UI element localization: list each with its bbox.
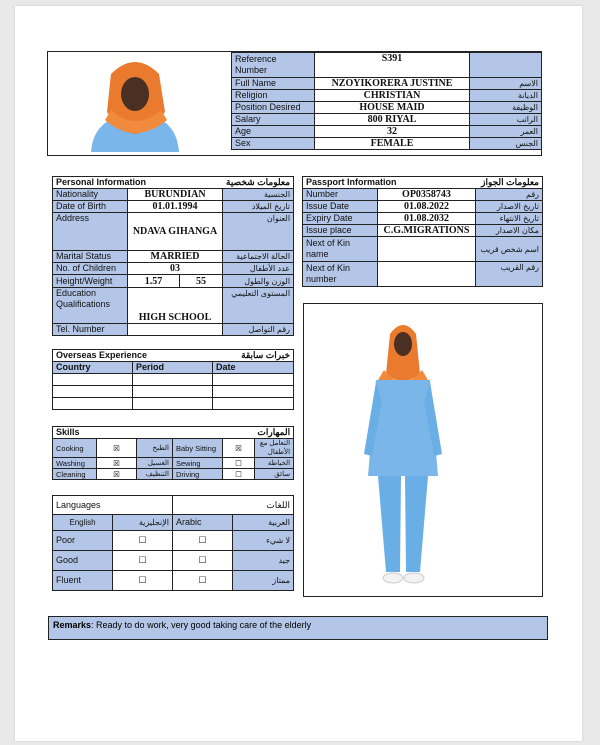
kin-number-label: Next of Kin number: [303, 262, 378, 287]
skill-cleaning: Cleaning: [53, 469, 97, 480]
skill-washing-ar: الغسيل: [137, 458, 173, 469]
skill-cooking: Cooking: [53, 439, 97, 458]
children-ar: عدد الأطفال: [223, 263, 294, 275]
checkbox-english-fluent[interactable]: ☐: [113, 571, 173, 591]
lang-arabic-ar: العربية: [233, 515, 294, 531]
nationality-value: BURUNDIAN: [128, 189, 223, 201]
checkbox-sewing[interactable]: ☐: [223, 458, 255, 469]
education-label: Education Qualifications: [53, 288, 128, 324]
height-value: 1.57: [128, 275, 180, 288]
checkbox-washing[interactable]: ☒: [97, 458, 137, 469]
level-good: Good: [53, 551, 113, 571]
passport-number-value: OP0358743: [378, 189, 476, 201]
hw-ar: الوزن والطول: [223, 275, 294, 288]
salary-label: Salary: [232, 114, 315, 126]
personal-info-table: [52, 176, 294, 336]
overseas-header: [53, 350, 294, 362]
expiry-value: 01.08.2032: [378, 213, 476, 225]
skill-sewing-ar: الخياطة: [255, 458, 294, 469]
personal-title-ar: معلومات شخصية: [226, 177, 291, 187]
lang-english-ar: الإنجليزية: [113, 515, 173, 531]
fullname-label: Full Name: [232, 78, 315, 90]
issue-place-label: Issue place: [303, 225, 378, 237]
overseas-cell: [53, 386, 133, 398]
age-value: 32: [315, 126, 470, 138]
kin-name-label: Next of Kin name: [303, 237, 378, 262]
nationality-ar: الجنسية: [223, 189, 294, 201]
checkbox-cooking[interactable]: ☒: [97, 439, 137, 458]
checkbox-arabic-good[interactable]: ☐: [173, 551, 233, 571]
skill-cleaning-ar: التنظيف: [137, 469, 173, 480]
tel-label: Tel. Number: [53, 324, 128, 336]
level-poor: Poor: [53, 531, 113, 551]
languages-table: [52, 495, 294, 591]
overseas-table: [52, 349, 294, 410]
skill-sewing: Sewing: [173, 458, 223, 469]
col-date: Date: [213, 362, 294, 374]
dob-ar: تاريخ الميلاد: [223, 201, 294, 213]
marital-ar: الحالة الاجتماعية: [223, 251, 294, 263]
hw-label: Height/Weight: [53, 275, 128, 288]
religion-ar: الديانة: [470, 90, 542, 102]
expiry-ar: تاريخ الانتهاء: [476, 213, 543, 225]
skill-driving: Driving: [173, 469, 223, 480]
personal-title: Personal Information: [56, 177, 147, 187]
col-period: Period: [133, 362, 213, 374]
checkbox-arabic-poor[interactable]: ☐: [173, 531, 233, 551]
kin-name-value: [378, 237, 476, 262]
salary-ar: الراتب: [470, 114, 542, 126]
address-value: NDAVA GIHANGA: [128, 213, 223, 251]
religion-value: CHRISTIAN: [315, 90, 470, 102]
reference-table: [231, 52, 542, 150]
religion-label: Religion: [232, 90, 315, 102]
remarks-label: Remarks: [53, 620, 92, 630]
languages-title: Languages: [53, 496, 173, 515]
skill-driving-ar: سائق: [255, 469, 294, 480]
overseas-cell: [133, 398, 213, 410]
issue-date-value: 01.08.2022: [378, 201, 476, 213]
tel-value: [128, 324, 223, 336]
level-poor-ar: لا شيء: [233, 531, 294, 551]
dob-value: 01.01.1994: [128, 201, 223, 213]
overseas-cell: [53, 398, 133, 410]
checkbox-driving[interactable]: ☐: [223, 469, 255, 480]
education-ar: المستوى التعليمي: [223, 288, 294, 324]
overseas-cell: [213, 386, 294, 398]
skill-washing: Washing: [53, 458, 97, 469]
issue-place-value: C.G.MIGRATIONS: [378, 225, 476, 237]
reference-value: S391: [315, 53, 470, 78]
checkbox-english-poor[interactable]: ☐: [113, 531, 173, 551]
level-fluent: Fluent: [53, 571, 113, 591]
passport-title: Passport Information: [306, 177, 397, 187]
checkbox-english-good[interactable]: ☐: [113, 551, 173, 571]
skills-title: Skills: [56, 427, 80, 437]
col-country: Country: [53, 362, 133, 374]
weight-value: 55: [180, 275, 223, 288]
overseas-cell: [213, 374, 294, 386]
overseas-cell: [133, 374, 213, 386]
passport-number-ar: رقم: [476, 189, 543, 201]
children-value: 03: [128, 263, 223, 275]
full-body-photo: [303, 303, 543, 597]
overseas-cell: [213, 398, 294, 410]
marital-label: Marital Status: [53, 251, 128, 263]
lang-arabic: Arabic: [173, 515, 233, 531]
reference-ar: [470, 53, 542, 78]
kin-number-value: [378, 262, 476, 287]
age-ar: العمر: [470, 126, 542, 138]
personal-info-header: [53, 177, 294, 189]
position-ar: الوظيفة: [470, 102, 542, 114]
address-ar: العنوان: [223, 213, 294, 251]
passport-title-ar: معلومات الجواز: [481, 177, 540, 187]
sex-value: FEMALE: [315, 138, 470, 150]
skills-table: [52, 426, 294, 480]
expiry-label: Expiry Date: [303, 213, 378, 225]
issue-date-label: Issue Date: [303, 201, 378, 213]
position-value: HOUSE MAID: [315, 102, 470, 114]
sex-ar: الجنس: [470, 138, 542, 150]
portrait-photo: [81, 54, 191, 152]
level-fluent-ar: ممتاز: [233, 571, 294, 591]
sex-label: Sex: [232, 138, 315, 150]
checkbox-arabic-fluent[interactable]: ☐: [173, 571, 233, 591]
level-good-ar: جيد: [233, 551, 294, 571]
overseas-cell: [53, 374, 133, 386]
checkbox-cleaning[interactable]: ☒: [97, 469, 137, 480]
lang-english: English: [53, 515, 113, 531]
kin-name-ar: اسم شخص قريب: [476, 237, 543, 262]
skills-header: [53, 427, 294, 439]
marital-value: MARRIED: [128, 251, 223, 263]
overseas-title: Overseas Experience: [56, 350, 148, 360]
fullname-value: NZOYIKORERA JUSTINE: [315, 78, 470, 90]
passport-number-label: Number: [303, 189, 378, 201]
skills-title-ar: المهارات: [257, 427, 291, 437]
address-label: Address: [53, 213, 128, 251]
dob-label: Date of Birth: [53, 201, 128, 213]
cv-page: [15, 6, 582, 741]
skill-cooking-ar: الطبخ: [137, 439, 173, 458]
remarks-text: : Ready to do work, very good taking care of the elderly: [91, 620, 312, 630]
position-label: Position Desired: [232, 102, 315, 114]
issue-date-ar: تاريخ الاصدار: [476, 201, 543, 213]
fullname-ar: الاسم: [470, 78, 542, 90]
skill-babysitting-ar: التعامل مع الأطفال: [255, 439, 294, 458]
age-label: Age: [232, 126, 315, 138]
remarks-box: [48, 616, 548, 640]
languages-title-ar: اللغات: [173, 496, 294, 515]
salary-value: 800 RIYAL: [315, 114, 470, 126]
education-value: HIGH SCHOOL: [128, 288, 223, 324]
overseas-title-ar: خبرات سابقة: [241, 350, 291, 360]
checkbox-babysitting[interactable]: ☒: [223, 439, 255, 458]
issue-place-ar: مكان الاصدار: [476, 225, 543, 237]
skill-babysitting: Baby Sitting: [173, 439, 223, 458]
overseas-cell: [133, 386, 213, 398]
reference-label: Reference Number: [232, 53, 315, 78]
children-label: No. of Children: [53, 263, 128, 275]
passport-info-table: [302, 176, 543, 287]
nationality-label: Nationality: [53, 189, 128, 201]
tel-ar: رقم التواصل: [223, 324, 294, 336]
passport-info-header: [303, 177, 543, 189]
kin-number-ar: رقم القريب: [476, 262, 543, 287]
